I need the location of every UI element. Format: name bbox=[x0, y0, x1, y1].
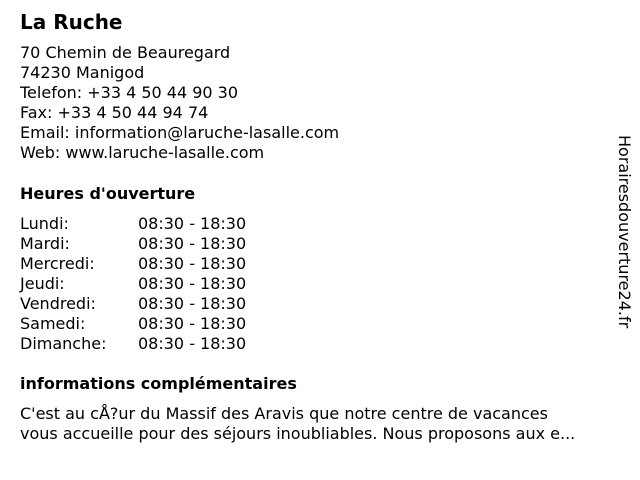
time-range: 08:30 - 18:30 bbox=[138, 314, 247, 333]
time-range: 08:30 - 18:30 bbox=[138, 234, 247, 253]
fax-number: Fax: +33 4 50 44 94 74 bbox=[20, 103, 209, 122]
hours-row bbox=[20, 274, 246, 294]
time-range: 08:30 - 18:30 bbox=[138, 214, 247, 233]
info-line: vous accueille pour des séjours inoubliables. Nous proposons aux e... bbox=[20, 424, 576, 443]
hours-row bbox=[20, 234, 246, 254]
email-address: Email: information@laruche-lasalle.com bbox=[20, 123, 340, 142]
business-name: La Ruche bbox=[20, 10, 123, 34]
hours-row bbox=[20, 294, 246, 314]
day-label: Mercredi: bbox=[20, 254, 95, 273]
day-label: Samedi: bbox=[20, 314, 86, 333]
phone-number: Telefon: +33 4 50 44 90 30 bbox=[20, 83, 239, 102]
opening-hours-table bbox=[20, 214, 246, 354]
time-range: 08:30 - 18:30 bbox=[138, 274, 247, 293]
opening-hours-heading: Heures d'ouverture bbox=[20, 184, 196, 203]
day-label: Dimanche: bbox=[20, 334, 107, 353]
time-range: 08:30 - 18:30 bbox=[138, 334, 247, 353]
day-label: Jeudi: bbox=[20, 274, 65, 293]
day-label: Vendredi: bbox=[20, 294, 96, 313]
hours-row bbox=[20, 314, 246, 334]
time-range: 08:30 - 18:30 bbox=[138, 294, 247, 313]
contact-block bbox=[20, 43, 339, 163]
day-label: Lundi: bbox=[20, 214, 69, 233]
time-range: 08:30 - 18:30 bbox=[138, 254, 247, 273]
city-address: 74230 Manigod bbox=[20, 63, 145, 82]
hours-row bbox=[20, 214, 246, 234]
info-line: C'est au cÅ?ur du Massif des Aravis que notre centre de vacances bbox=[20, 404, 548, 423]
day-label: Mardi: bbox=[20, 234, 70, 253]
additional-info-text bbox=[20, 404, 630, 444]
website-address: Web: www.laruche-lasalle.com bbox=[20, 143, 265, 162]
hours-row bbox=[20, 254, 246, 274]
hours-row bbox=[20, 334, 246, 354]
additional-info-heading: informations complémentaires bbox=[20, 374, 297, 393]
site-watermark: Horairesdouverture24.fr bbox=[615, 135, 634, 329]
street-address: 70 Chemin de Beauregard bbox=[20, 43, 231, 62]
